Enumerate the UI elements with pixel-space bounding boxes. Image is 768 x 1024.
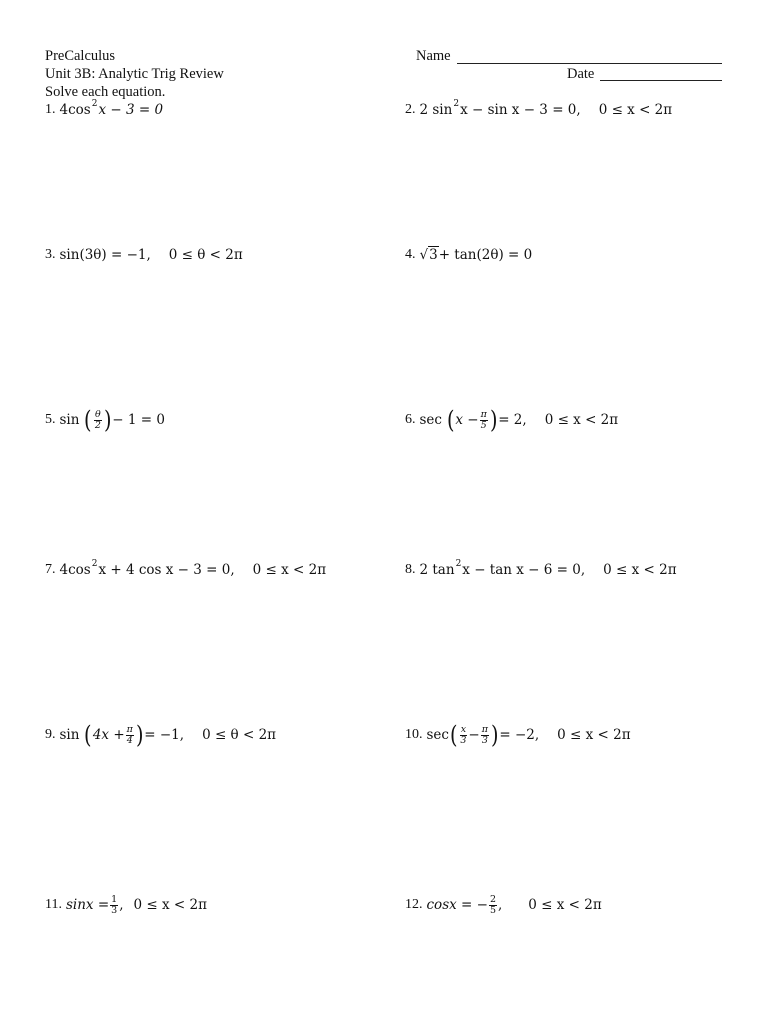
domain-restriction: 0 ≤ x < 2π <box>133 897 207 913</box>
course-title: PreCalculus <box>45 48 116 64</box>
problem-9: 9. sin ( 4x + $\frac{\pi}{4}$ ) = −1, 0 ≤ θ < 2π <box>45 721 277 749</box>
problem-number: 3. <box>45 247 56 262</box>
problem-5: 5. sin ( $\frac{\theta}{2}$ ) − 1 = 0 <box>45 406 165 434</box>
equation-part: 4cos <box>59 102 91 118</box>
date-label: Date <box>567 66 595 82</box>
sqrt-sign: √ <box>419 247 429 263</box>
fraction: $\frac{2}{5}$ <box>489 893 496 916</box>
equation-part: − 1 = 0 <box>112 412 165 428</box>
problem-number: 7. <box>45 562 56 577</box>
equation-part: cosx = − <box>426 897 488 913</box>
problem-12 <box>405 885 602 925</box>
problem-number: 12. <box>405 897 423 912</box>
function-name: sec <box>426 727 449 743</box>
fraction: $\frac{1}{3}$ <box>111 893 118 916</box>
problem-4 <box>405 235 532 275</box>
exponent: 2 <box>91 99 98 109</box>
fraction: $\frac{\pi}{3}$ <box>481 723 488 746</box>
domain-restriction: 0 ≤ x < 2π <box>252 562 327 578</box>
equation-part: , <box>119 897 124 913</box>
problem-3 <box>45 235 243 275</box>
domain-restriction: 0 ≤ θ < 2π <box>202 727 277 743</box>
equation-part: = 2, <box>498 412 527 428</box>
exponent: 2 <box>453 99 460 109</box>
equation-part: sin(3θ) = −1, <box>59 247 151 263</box>
function-name: sin <box>59 727 80 743</box>
equation-part: x − <box>455 412 479 428</box>
problem-1 <box>45 90 163 130</box>
problem-number: 11. <box>45 897 62 912</box>
problem-10: 10. sec ( $\frac{x}{3}$ − $\frac{\pi}{3}$ ) = −2, 0 ≤ x < 2π <box>405 721 631 749</box>
problem-number: 8. <box>405 562 416 577</box>
sqrt-radicand: 3 <box>429 247 438 263</box>
domain-restriction: 0 ≤ x < 2π <box>557 727 631 743</box>
equation-part: 2 sin <box>419 102 453 118</box>
equation-part: 2 tan <box>419 562 455 578</box>
problem-6: 6. sec ( x − $\frac{\pi}{5}$ ) = 2, 0 ≤ x < 2π <box>405 406 619 434</box>
equation-part: x + 4 cos x − 3 = 0, <box>98 562 235 578</box>
date-line <box>600 80 722 81</box>
equation-part: − <box>468 727 480 743</box>
problem-number: 9. <box>45 727 56 742</box>
domain-restriction: 0 ≤ x < 2π <box>528 897 602 913</box>
problem-7 <box>45 550 326 590</box>
equation-part: x − sin x − 3 = 0, <box>460 102 581 118</box>
equation-part: x − 3 = 0 <box>98 102 164 118</box>
fraction: $\frac{\theta}{2}$ <box>94 408 101 431</box>
fraction: $\frac{x}{3}$ <box>460 723 467 746</box>
equation-part: + tan(2θ) = 0 <box>438 247 533 263</box>
equation-part: 4cos <box>59 562 91 578</box>
fraction: $\frac{\pi}{5}$ <box>480 408 487 431</box>
unit-title: Unit 3B: Analytic Trig Review <box>45 66 224 82</box>
name-label: Name <box>416 48 451 64</box>
problem-2 <box>405 90 672 130</box>
name-line <box>457 63 722 64</box>
equation-part: 4x + <box>92 727 125 743</box>
problem-number: 2. <box>405 102 416 117</box>
exponent: 2 <box>455 559 462 569</box>
equation-part: = −1, <box>144 727 185 743</box>
exponent: 2 <box>91 559 98 569</box>
problem-11 <box>45 885 207 925</box>
function-name: sec <box>419 412 442 428</box>
fraction: $\frac{\pi}{4}$ <box>126 723 133 746</box>
equation-part: sinx = <box>65 897 110 913</box>
domain-restriction: 0 ≤ θ < 2π <box>168 247 243 263</box>
problem-number: 6. <box>405 412 416 427</box>
function-name: sin <box>59 412 80 428</box>
problem-number: 4. <box>405 247 416 262</box>
problem-number: 1. <box>45 102 56 117</box>
equation-part: , <box>497 897 503 913</box>
equation-part: x − tan x − 6 = 0, <box>462 562 586 578</box>
domain-restriction: 0 ≤ x < 2π <box>598 102 673 118</box>
problem-8 <box>405 550 677 590</box>
problem-number: 10. <box>405 727 423 742</box>
domain-restriction: 0 ≤ x < 2π <box>544 412 619 428</box>
problem-number: 5. <box>45 412 56 427</box>
instructions: Solve each equation. <box>45 84 166 100</box>
domain-restriction: 0 ≤ x < 2π <box>603 562 677 578</box>
equation-part: = −2, <box>499 727 540 743</box>
